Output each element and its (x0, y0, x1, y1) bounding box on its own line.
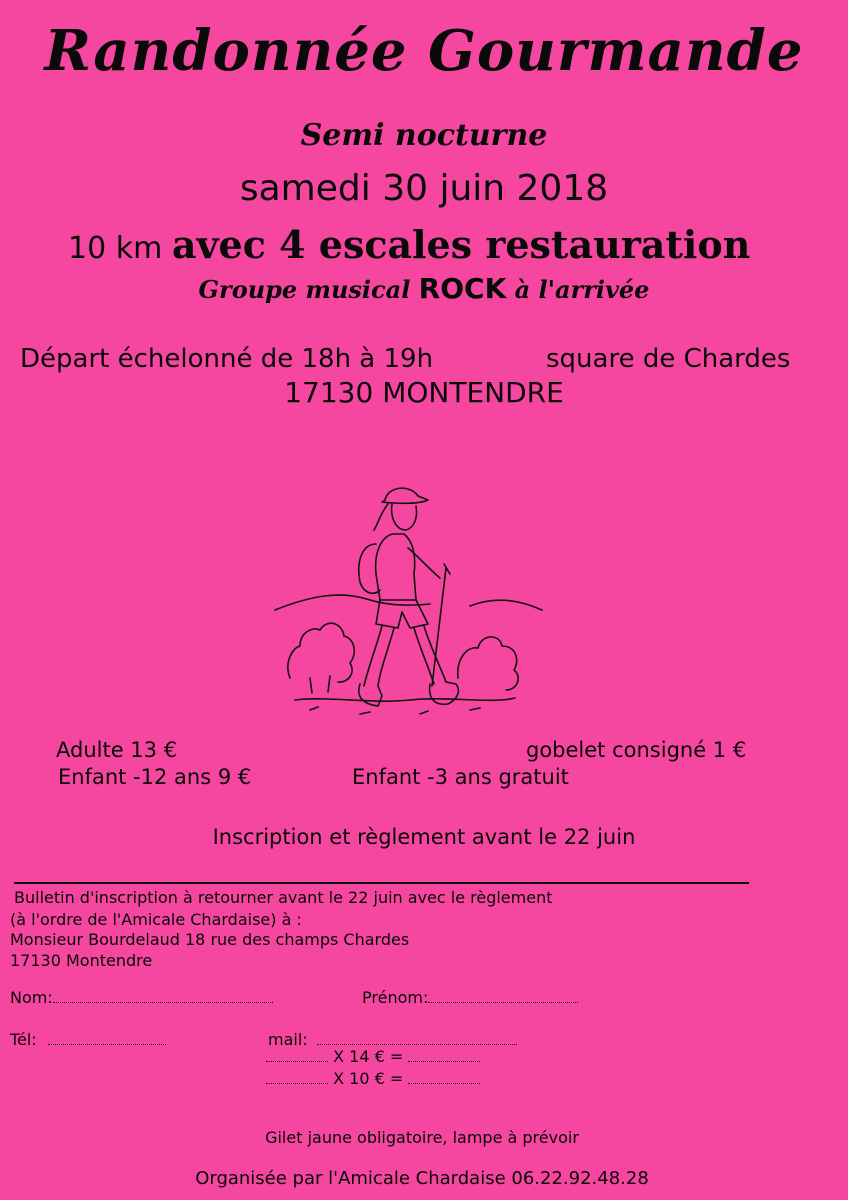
qty-10-input-line[interactable] (266, 1071, 328, 1084)
qty-14-row[interactable] (266, 1047, 480, 1066)
divider (14, 882, 749, 884)
event-subtitle: Semi nocturne (300, 118, 548, 153)
bulletin-line-1: Bulletin d'inscription à retourner avant le 22 juin avec le règlement (14, 888, 553, 907)
event-title: Randonnée Gourmande (44, 18, 804, 84)
qty-14-total-line[interactable] (408, 1049, 480, 1062)
music-line (0, 272, 848, 305)
bulletin-line-2: (à l'ordre de l'Amicale Chardaise) à : (10, 910, 302, 929)
music-prefix: Groupe musical (198, 275, 411, 304)
nom-label: Nom: (10, 988, 53, 1007)
music-band: ROCK (418, 272, 507, 305)
qty-10-total-line[interactable] (408, 1071, 480, 1084)
registration-deadline: Inscription et règlement avant le 22 juin (212, 825, 636, 849)
music-suffix: à l'arrivée (514, 275, 650, 304)
qty-10-row[interactable] (266, 1069, 480, 1088)
bulletin-line-4: 17130 Montendre (10, 951, 153, 970)
tel-field[interactable] (10, 1030, 166, 1049)
departure-city: 17130 MONTENDRE (284, 376, 564, 409)
departure-time: Départ échelonné de 18h à 19h (20, 344, 434, 374)
organizer-line: Organisée par l'Amicale Chardaise 06.22.92.48.28 (195, 1168, 649, 1189)
mail-label: mail: (268, 1030, 308, 1049)
price-cup: gobelet consigné 1 € (526, 738, 747, 762)
price-child: Enfant -12 ans 9 € (58, 765, 252, 789)
qty-14-label: X 14 € = (333, 1047, 404, 1066)
bulletin-line-3: Monsieur Bourdelaud 18 rue des champs Chardes (10, 930, 410, 949)
distance: 10 km (68, 231, 163, 266)
prenom-label: Prénom: (362, 988, 429, 1007)
price-toddler: Enfant -3 ans gratuit (352, 765, 569, 789)
qty-10-label: X 10 € = (333, 1069, 404, 1088)
departure-place: square de Chardes (546, 344, 791, 374)
price-adult: Adulte 13 € (56, 738, 178, 762)
safety-note: Gilet jaune obligatoire, lampe à prévoir (265, 1128, 579, 1147)
escales: avec 4 escales restauration (171, 222, 751, 267)
distance-line (68, 222, 750, 267)
tel-label: Tél: (10, 1030, 37, 1049)
event-date: samedi 30 juin 2018 (239, 168, 609, 209)
mail-input-line[interactable] (317, 1032, 517, 1045)
nom-field[interactable] (10, 988, 273, 1007)
nom-input-line[interactable] (53, 990, 273, 1003)
qty-14-input-line[interactable] (266, 1049, 328, 1062)
prenom-field[interactable] (362, 988, 578, 1007)
prenom-input-line[interactable] (428, 990, 578, 1003)
tel-input-line[interactable] (48, 1032, 166, 1045)
hiker-illustration (270, 478, 550, 728)
